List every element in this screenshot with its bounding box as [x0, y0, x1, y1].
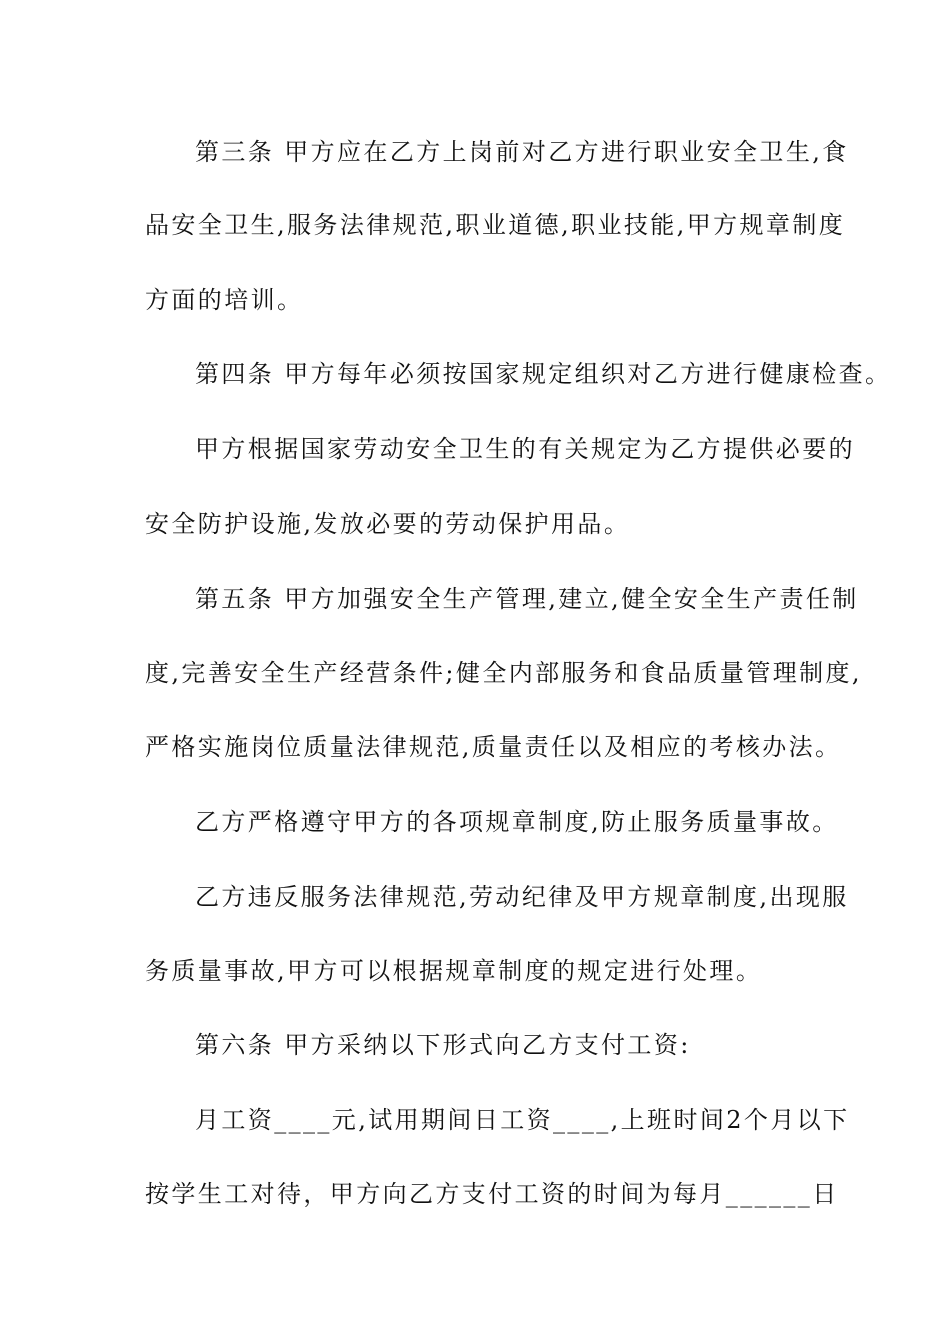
- article-3-line-3: 方面的培训。: [145, 286, 304, 314]
- article-6-para-2-line-1: 月工资____元,试用期间日工资____,上班时间2个月以下: [195, 1106, 850, 1134]
- article-6-para-2-line-2: 按学生工对待，甲方向乙方支付工资的时间为每月______日: [145, 1180, 839, 1208]
- article-5-para-3-line-2: 务质量事故,甲方可以根据规章制度的规定进行处理。: [145, 957, 763, 985]
- article-5-line-2: 度,完善安全生产经营条件;健全内部服务和食品质量管理制度,: [145, 659, 862, 687]
- article-4-para-2-line-1: 甲方根据国家劳动安全卫生的有关规定为乙方提供必要的: [195, 435, 855, 463]
- article-3-line-1: 第三条 甲方应在乙方上岗前对乙方进行职业安全卫生,食: [195, 138, 849, 166]
- article-5-line-1: 第五条 甲方加强安全生产管理,建立,健全安全生产责任制: [195, 585, 859, 613]
- article-3-line-2: 品安全卫生,服务法律规范,职业道德,职业技能,甲方规章制度: [145, 211, 846, 239]
- article-6-line-1: 第六条 甲方采纳以下形式向乙方支付工资:: [195, 1031, 691, 1059]
- article-5-para-2-line-1: 乙方严格遵守甲方的各项规章制度,防止服务质量事故。: [195, 808, 839, 836]
- article-4-line-1: 第四条 甲方每年必须按国家规定组织对乙方进行健康检查。: [195, 360, 892, 388]
- article-5-para-3-line-1: 乙方违反服务法律规范,劳动纪律及甲方规章制度,出现服: [195, 883, 849, 911]
- article-4-para-2-line-2: 安全防护设施,发放必要的劳动保护用品。: [145, 510, 631, 538]
- article-5-line-3: 严格实施岗位质量法律规范,质量责任以及相应的考核办法。: [145, 733, 842, 761]
